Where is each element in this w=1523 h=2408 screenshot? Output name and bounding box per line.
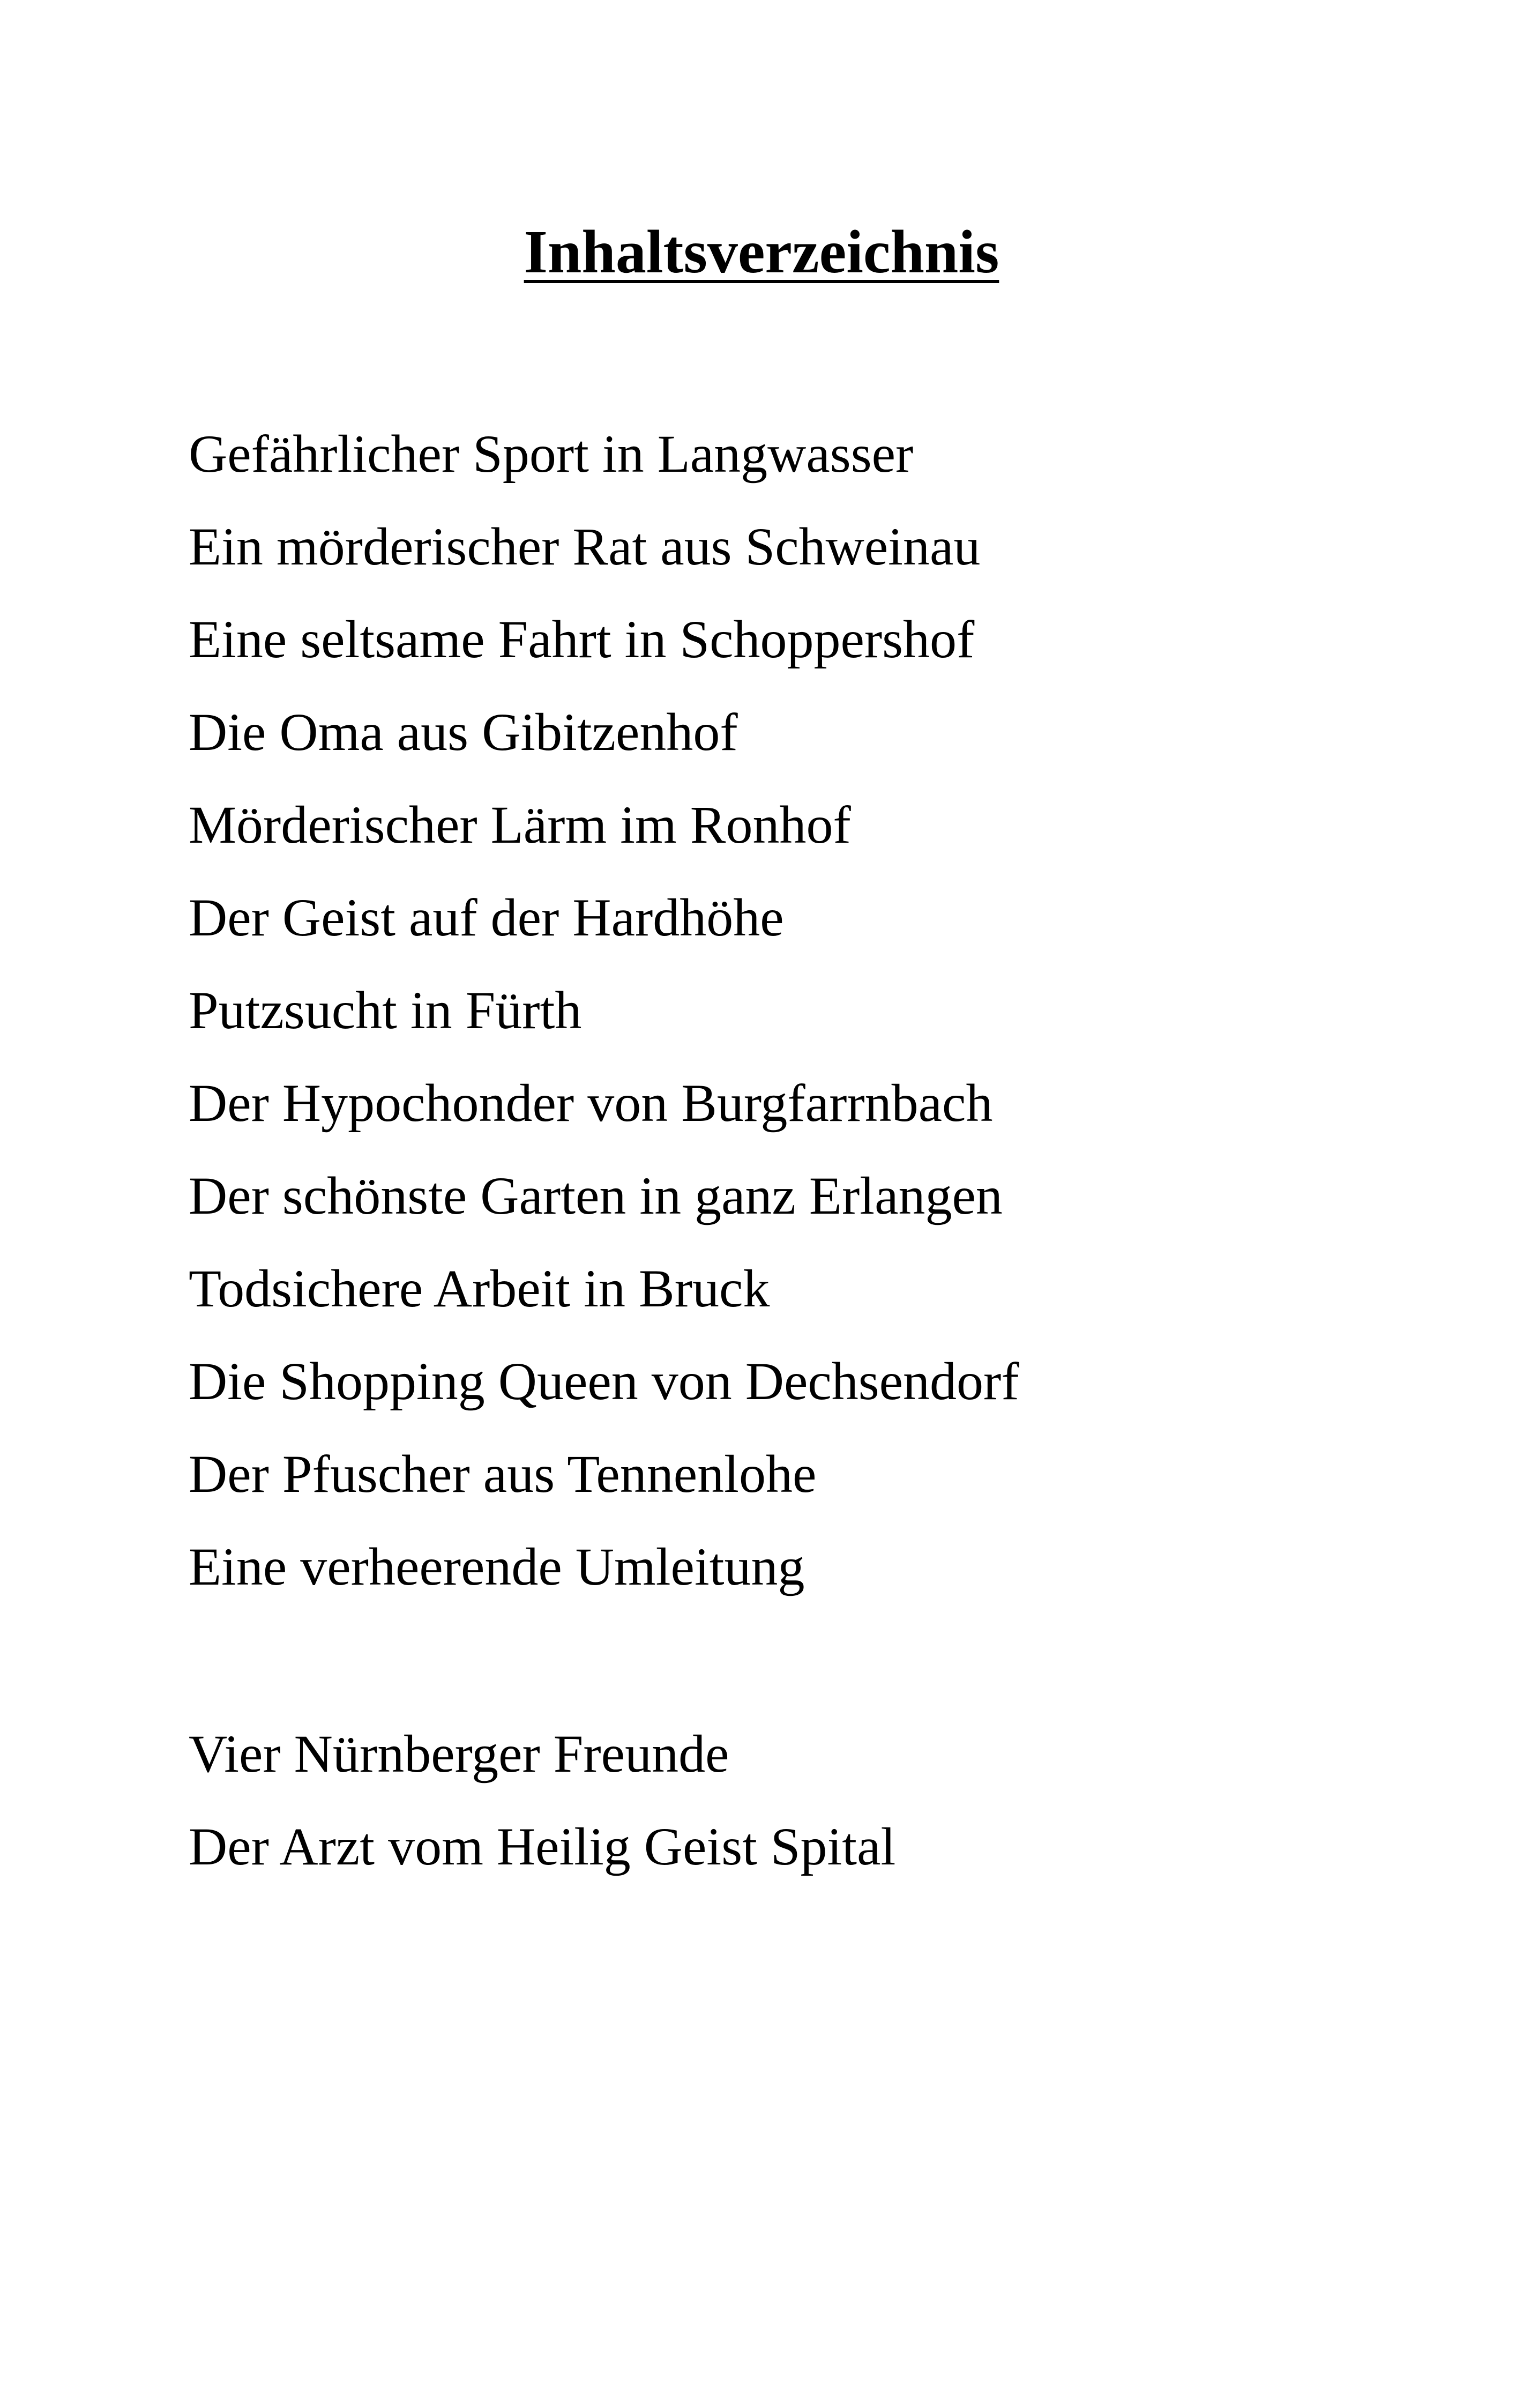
page-title-text: Inhaltsverzeichnis xyxy=(524,218,999,286)
page-title xyxy=(0,212,1523,292)
toc-entry: Der Hypochonder von Burgfarrnbach xyxy=(189,1073,993,1133)
toc-entry: Gefährlicher Sport in Langwasser xyxy=(189,424,914,484)
toc-entry: Der Geist auf der Hardhöhe xyxy=(189,888,784,947)
toc-secondary-list xyxy=(189,1707,895,1893)
toc-entry: Der Pfuscher aus Tennenlohe xyxy=(189,1444,817,1504)
toc-list xyxy=(189,407,1019,1613)
toc-entry: Vier Nürnberger Freunde xyxy=(189,1724,729,1783)
toc-entry: Die Oma aus Gibitzenhof xyxy=(189,702,738,762)
toc-entry: Eine verheerende Umleitung xyxy=(189,1537,805,1596)
toc-entry: Der schönste Garten in ganz Erlangen xyxy=(189,1166,1003,1225)
toc-entry: Mörderischer Lärm im Ronhof xyxy=(189,795,851,854)
toc-entry: Ein mörderischer Rat aus Schweinau xyxy=(189,517,981,576)
toc-entry: Putzsucht in Fürth xyxy=(189,980,582,1040)
toc-entry: Todsichere Arbeit in Bruck xyxy=(189,1259,770,1318)
toc-entry: Eine seltsame Fahrt in Schoppershof xyxy=(189,610,975,669)
toc-entry: Der Arzt vom Heilig Geist Spital xyxy=(189,1817,896,1876)
toc-entry: Die Shopping Queen von Dechsendorf xyxy=(189,1351,1019,1411)
